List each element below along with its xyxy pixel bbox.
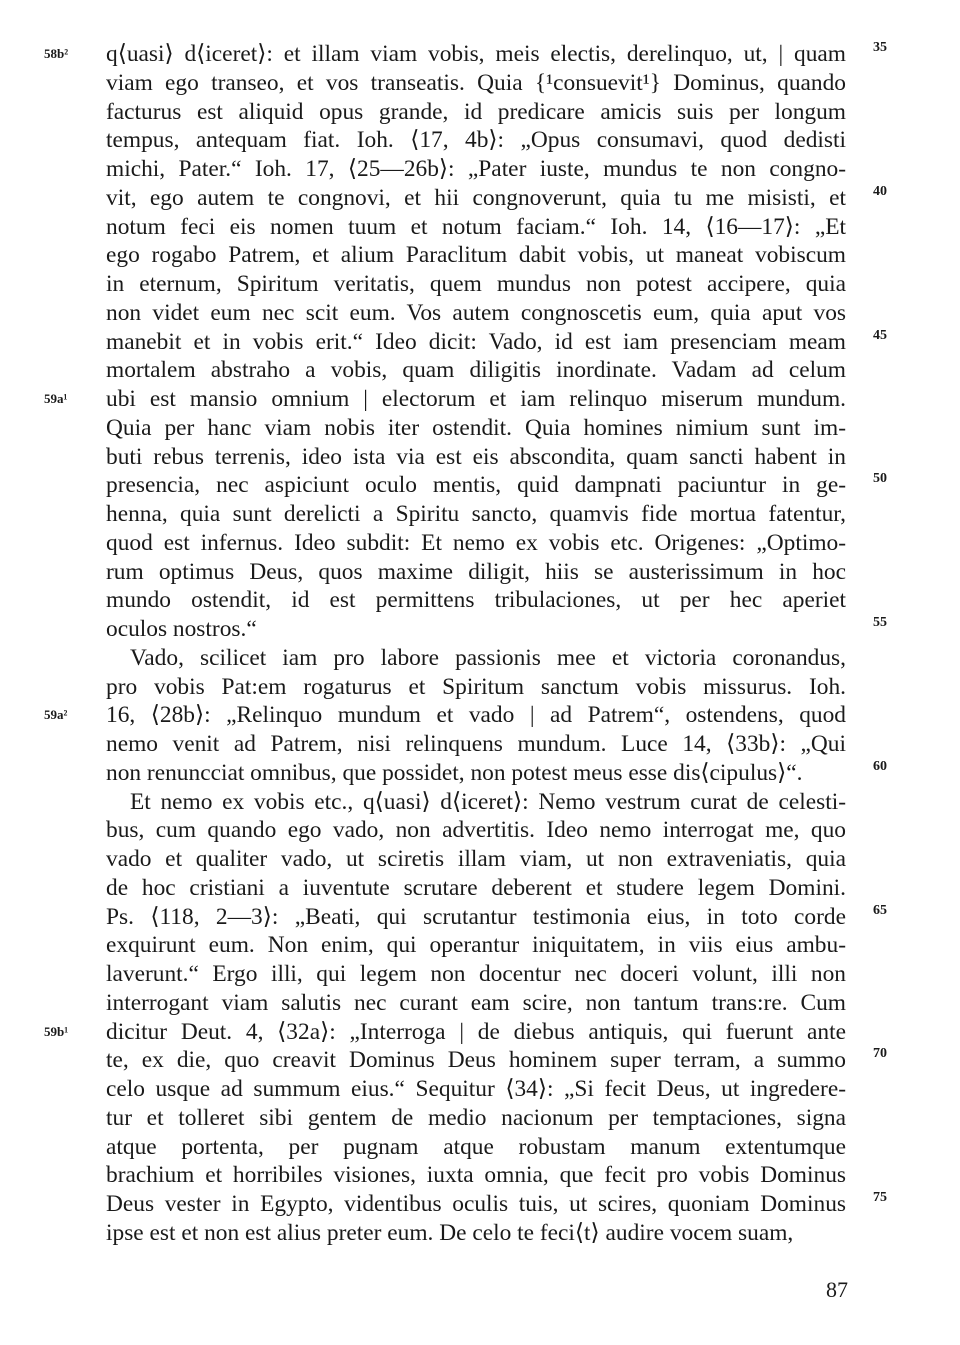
text-line: michi, Pater.“ Ioh. 17, ⟨25—26b⟩: „Pater iuste, mundus te non congno- <box>106 156 846 182</box>
text-line: te, ex die, quo creavit Dominus Deus hominem super terram, a summo <box>106 1047 846 1074</box>
line-number: 55 <box>873 615 887 630</box>
text-line: Vado, scilicet iam pro labore passionis mee et victoria coronandus, <box>130 644 846 671</box>
text-line: ubi est mansio omnium | electorum et iam relinquo miserum mundum. <box>106 386 846 412</box>
text-line: Ps. ⟨118, 2—3⟩: „Beati, qui scrutantur testimonia eius, in toto corde <box>106 903 846 930</box>
text-line: in eternum, Spiritum veritatis, quem mundus non potest accipere, quia <box>106 271 846 297</box>
text-line: viam ego transeo, et vos transeatis. Quia {¹consuevit¹} Dominus, quando <box>106 69 846 96</box>
text-line: celo usque ad summum eius.“ Sequitur ⟨34⟩: „Si fecit Deus, ut ingredere- <box>106 1076 846 1102</box>
margin-reference: 59b¹ <box>44 1023 69 1039</box>
text-line: tempus, antequam fiat. Ioh. ⟨17, 4b⟩: „Opus consumavi, quod dedisti <box>106 127 846 154</box>
text-line: tur et tolleret sibi gentem de medio nacionum per temptaciones, signa <box>106 1104 846 1131</box>
line-number: 70 <box>873 1046 887 1062</box>
text-line: henna, quia sunt derelicti a Spiritu sancto, quamvis fide mortua fatentur, <box>106 501 846 527</box>
line-number: 60 <box>873 758 887 774</box>
text-line: vado et qualiter vado, ut sciretis illam viam, ut non extraveniatis, quia <box>106 846 846 872</box>
text-line: non renuncciat omnibus, que possidet, non potest meus esse dis⟨cipulus⟩“. <box>106 759 803 786</box>
text-line: brachium et horribiles visiones, iuxta omnia, que fecit pro vobis Dominus <box>106 1162 846 1189</box>
page-number: 87 <box>826 1277 848 1302</box>
text-line: mundo ostendit, id est permittens tribulaciones, ut per hec aperiet <box>106 587 846 614</box>
text-line: facturus est aliquid opus grande, id predicare amicis suis per longum <box>106 98 846 125</box>
text-line: buti rebus terrenis, ideo ista via est eis abscondita, quam sancti habent in <box>106 443 846 470</box>
text-line: vit, ego autem te congnovi, et hii congnoverunt, quia tu me misisti, et <box>106 184 846 211</box>
text-line: quod est infernus. Ideo subdit: Et nemo ex vobis etc. Origenes: „Optimo- <box>106 529 846 556</box>
margin-reference: 59a¹ <box>44 391 68 406</box>
text-line: dicitur Deut. 4, ⟨32a⟩: „Interroga | de diebus antiquis, qui fuerunt ante <box>106 1018 846 1045</box>
text-line: ego rogabo Patrem, et alium Paraclitum dabit vobis, ut maneat vobiscum <box>106 242 846 269</box>
line-number: 75 <box>873 1190 887 1205</box>
text-line: rum optimus Deus, quos maxime diligit, hiis se austerissimum in hoc <box>106 558 846 585</box>
margin-reference: 59a² <box>44 707 68 723</box>
text-line: atque portenta, per pugnam atque robustam manum extentumque <box>106 1133 846 1160</box>
text-line: Deus vester in Egypto, videntibus oculis tuis, ut scires, quoniam Dominus <box>106 1191 846 1217</box>
margin-reference: 58b² <box>44 46 69 61</box>
text-line: notum feci eis nomen tuum et notum faciam.“ Ioh. 14, ⟨16—17⟩: „Et <box>106 213 846 240</box>
text-line: nemo venit ad Patrem, nisi relinquens mundum. Luce 14, ⟨33b⟩: „Qui <box>106 731 846 757</box>
text-line: presencia, nec aspiciunt oculo mentis, quid dampnati paciuntur in ge- <box>106 472 846 499</box>
text-line: pro vobis Pat:em rogaturus et Spiritum sanctum vobis missurus. Ioh. <box>106 673 846 700</box>
text-line: Et nemo ex vobis etc., q⟨uasi⟩ d⟨iceret⟩: Nemo vestrum curat de celesti- <box>130 788 846 815</box>
text-line: Quia per hanc viam nobis iter ostendit. Quia homines nimium sunt im- <box>106 414 846 441</box>
line-number: 45 <box>873 327 887 343</box>
text-line: ipse est et non est alius preter eum. De celo te feci⟨t⟩ audire vocem suam, <box>106 1219 794 1246</box>
text-line: non videt eum nec scit eum. Vos autem congnoscetis eum, quia aput vos <box>106 299 846 326</box>
line-number: 40 <box>873 183 887 199</box>
text-line: interrogant viam salutis nec curant eam scire, non tantum trans:re. Cum <box>106 989 846 1016</box>
line-number: 65 <box>873 902 887 918</box>
text-line: oculos nostros.“ <box>106 616 257 642</box>
text-line: 16, ⟨28b⟩: „Relinquo mundum et vado | ad Patrem“, ostendens, quod <box>106 702 846 729</box>
text-line: q⟨uasi⟩ d⟨iceret⟩: et illam viam vobis, meis electis, derelinquo, ut, | quam <box>106 41 846 67</box>
text-line: mortalem abstraho a vobis, quam diligitis inordinate. Vadam ad celum <box>106 357 846 384</box>
text-line: de hoc cristiani a iuventute scrutare deberent et studere legem Domini. <box>106 874 846 901</box>
text-line: manebit et in vobis erit.“ Ideo dicit: Vado, id est iam presenciam meam <box>106 328 846 355</box>
line-number: 50 <box>873 471 887 487</box>
text-line: laverunt.“ Ergo illi, qui legem non docentur nec doceri volunt, illi non <box>106 961 846 987</box>
text-line: bus, cum quando ego vado, non advertitis. Ideo nemo interrogat me, quo <box>106 817 846 844</box>
line-number: 35 <box>873 40 887 55</box>
text-line: exquirunt eum. Non enim, qui operantur iniquitatem, in viis eius ambu- <box>106 932 846 959</box>
